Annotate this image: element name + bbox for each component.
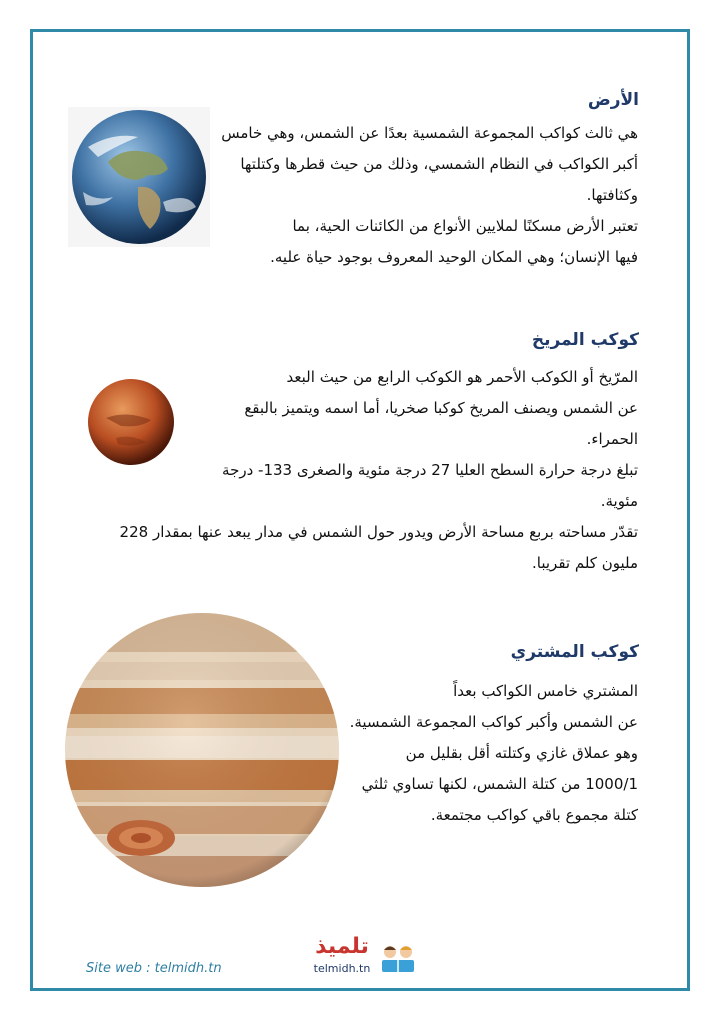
earth-title: الأرض bbox=[587, 90, 639, 110]
text-line: وهو عملاق غازي وكتلته أقل بقليل من bbox=[405, 744, 638, 762]
text-line: أكبر الكواكب في النظام الشمسي، وذلك من حيث قطرها وكتلتها bbox=[240, 155, 638, 173]
text-line: وكثافتها. bbox=[586, 186, 638, 204]
mars-title: كوكب المريخ bbox=[531, 330, 639, 350]
jupiter-image bbox=[63, 610, 341, 890]
logo-arabic-text: تلميذ bbox=[315, 934, 369, 959]
text-line: فيها الإنسان؛ وهي المكان الوحيد المعروف بوجود حياة عليه. bbox=[270, 248, 638, 266]
text-line: الحمراء. bbox=[586, 430, 638, 448]
mars-image bbox=[86, 378, 176, 466]
text-line: تعتبر الأرض مسكنًا لملايين الأنواع من الكائنات الحية، بما bbox=[292, 217, 638, 235]
text-line: هي ثالث كواكب المجموعة الشمسية بعدًا عن الشمس، وهي خامس bbox=[221, 124, 638, 142]
text-line: عن الشمس وأكبر كواكب المجموعة الشمسية. bbox=[349, 713, 638, 731]
jupiter-paragraph bbox=[318, 676, 638, 831]
text-line: مئوية. bbox=[600, 492, 638, 510]
text-line: تبلغ درجة حرارة السطح العليا 27 درجة مئوية والصغرى 133- درجة bbox=[222, 461, 638, 479]
text-line: 1000/1 من كتلة الشمس، لكنها تساوي ثلثي bbox=[361, 775, 638, 793]
text-line: المرّيخ أو الكوكب الأحمر هو الكوكب الرابع من حيث البعد bbox=[286, 368, 638, 386]
earth-image bbox=[68, 107, 210, 247]
kids-reading-icon bbox=[378, 942, 418, 976]
text-line: مليون كلم تقريبا. bbox=[532, 554, 638, 572]
text-line: عن الشمس ويصنف المريخ كوكبا صخريا، أما اسمه ويتميز بالبقع bbox=[244, 399, 638, 417]
logo-latin-text: telmidh.tn bbox=[313, 962, 371, 975]
earth-paragraph bbox=[221, 118, 638, 273]
text-line: المشتري خامس الكواكب بعداً bbox=[453, 682, 638, 700]
site-link[interactable]: Site web : telmidh.tn bbox=[86, 961, 222, 976]
jupiter-title: كوكب المشتري bbox=[510, 642, 639, 662]
telmidh-logo bbox=[306, 934, 416, 978]
text-line: كتلة مجموع باقي كواكب مجتمعة. bbox=[430, 806, 638, 824]
text-line: تقدّر مساحته بربع مساحة الأرض ويدور حول الشمس في مدار يبعد عنها بمقدار 228 bbox=[119, 523, 638, 541]
